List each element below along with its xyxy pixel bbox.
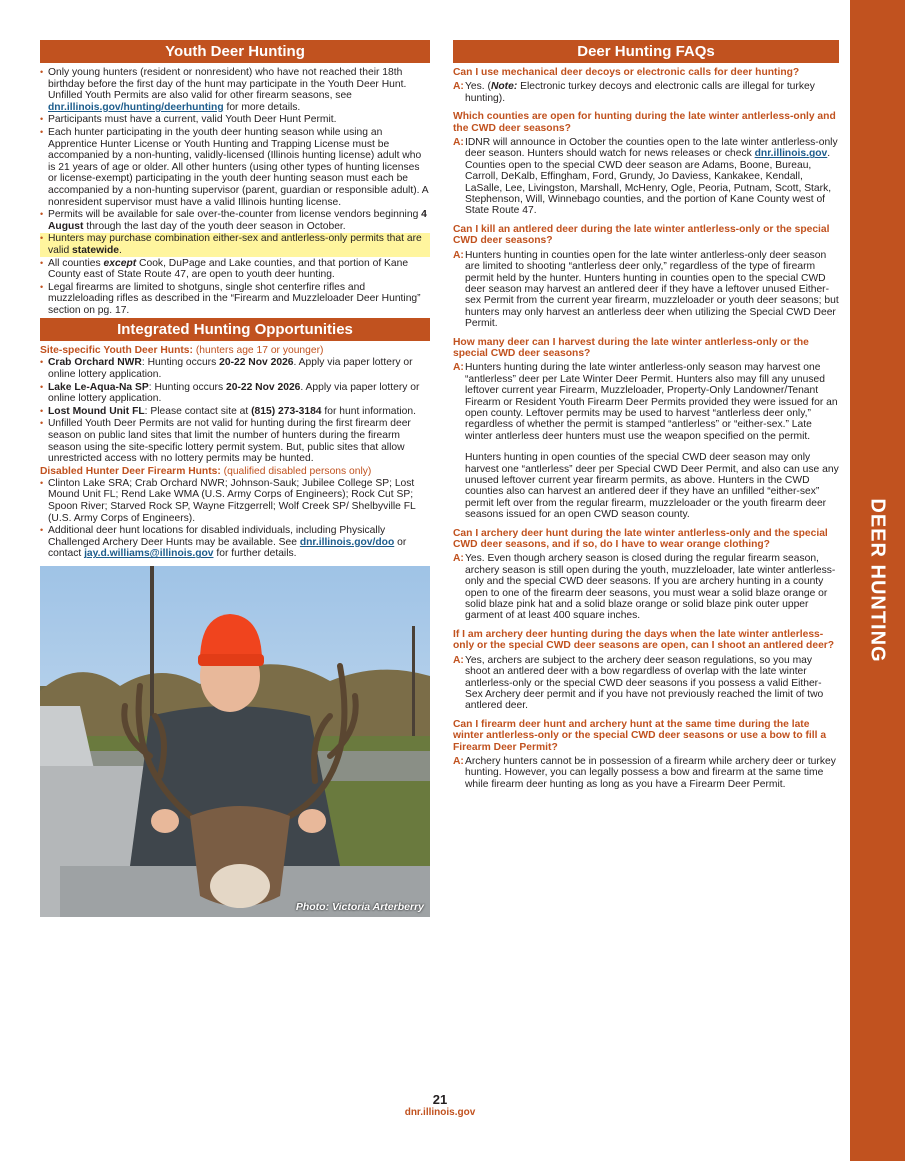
list-item: • Crab Orchard NWR: Hunting occurs 20-22 Nov 2026. Apply via paper lottery or online lottery application. bbox=[40, 357, 430, 380]
list-item: • Legal firearms are limited to shotguns, single shot centerfire rifles and muzzleloading rifles as described in the “Firearm and Muzzleloader Deer Hunting” section on pg. 17. bbox=[40, 282, 430, 317]
faq-item bbox=[453, 337, 839, 521]
faq-answer: A: IDNR will announce in October the counties open to the late winter antlerless-only deer season. Hunters should watch for news releases or check dnr.illinois.gov. Counties open to the special CWD deer season are Adams, Boone, Bureau, Carroll, DeKalb, Effingham, Ford, Grundy, Jo Daviess, Kankakee, Kendall, LaSalle, Lee, Livingston, Marshall, McHenry, Ogle, Peoria, Putnam, Scott, Stark, Stephenson, Will, Winnebago counties, and the portion of Kane County west of State Route 47. bbox=[453, 137, 838, 217]
faq-item bbox=[453, 528, 839, 622]
faq-answer: A: Archery hunters cannot be in possession of a firearm while archery deer or turkey hunting. However, you can legally possess a bow and firearm at the same time while firearm deer hunting as long as you have a Firearm Deer Permit. bbox=[453, 755, 836, 790]
left-column bbox=[40, 40, 430, 917]
faq-item bbox=[453, 67, 839, 104]
list-item: • Unfilled Youth Deer Permits are not valid for hunting during the first firearm deer season on public land sites that limit the number of hunters during the firearm season using the site-specific lottery permit system. But, public sites that allow unrestricted access with no lottery permits may be hunted. bbox=[40, 418, 430, 464]
site-specific-list bbox=[40, 357, 430, 464]
list-item: • Each hunter participating in the youth deer hunting season while using an Apprentice Hunter License or Youth Hunting and Trapping License must be accompanied by a non-hunting, validly-licensed (Illinois hunting license) adult who is 21 years of age or older. All other hunters (using other types of hunting licenses or license-exempt) participating in the youth deer hunting season must each be accompanied by a non-hunting supervisor (parent, guardian or responsible adult). A nonresident supervisor must have a valid Illinois hunting license. bbox=[40, 127, 430, 208]
faq-question: Can I use mechanical deer decoys or electronic calls for deer hunting? bbox=[453, 67, 800, 78]
disabled-hunter-subhead: Disabled Hunter Deer Firearm Hunts: (qualified disabled persons only) bbox=[40, 465, 372, 477]
page-footer bbox=[380, 1093, 500, 1119]
side-tab-label-wrap bbox=[850, 0, 905, 1161]
list-item: • Permits will be available for sale over-the-counter from license vendors beginning 4 August through the last day of the youth deer season in October. bbox=[40, 209, 430, 232]
side-tab bbox=[850, 0, 905, 1161]
doo-link[interactable]: dnr.illinois.gov/doo bbox=[299, 536, 395, 548]
deerhunting-link[interactable]: dnr.illinois.gov/hunting/deerhunting bbox=[48, 101, 224, 113]
side-tab-label: DEER HUNTING bbox=[867, 498, 890, 663]
site-specific-subhead: Site-specific Youth Deer Hunts: (hunters age 17 or younger) bbox=[40, 345, 324, 357]
list-item: • Lost Mound Unit FL: Please contact site at (815) 273-3184 for hunt information. bbox=[40, 406, 430, 418]
faq-question: Can I kill an antlered deer during the late winter antlerless-only or the special CWD deer seasons? bbox=[453, 223, 830, 247]
list-item: • Clinton Lake SRA; Crab Orchard NWR; Johnson-Sauk; Jubilee College SP; Lost Mound Unit FL; Rend Lake WMA (U.S. Army Corps of Engineers); Rock Cut SP; Spoon River; Starved Rock SP, Wayne Fitzgerrell; Wolf Creek SP/ Shelbyville FL (U.S. Army Corps of Engineers). bbox=[40, 478, 430, 524]
faq-answer: A: Hunters hunting during the late winter antlerless-only season may harvest one “antlerless” deer per Late Winter Deer Permit. Hunters also may fill any unused leftover current year Firearm, Muzzleloader, Property-Only Landowner/Tenant Firearm or Resident Youth Firearm Deer Permits provided they were issued for an open county. Leftover permits may be used to harvest “antlerless deer only,” regardless of whether the permit is stamped “antlerless” or “either-sex.” Late winter antlerless deer hunters must use the weapon specified on the permit. Hunters hunting in open counties of the special CWD deer season may only harvest one “antlerless” deer per Special CWD Deer Permit, and also can use any unused leftover current year firearm permits, as above. Hunters in the CWD counties also can harvest an antlered deer if they have an unfilled “either-sex” permit left over from the regular firearm, muzzleloader or the youth firearm deer seasons issued for an open CWD season county. bbox=[453, 362, 839, 521]
faq-answer: A: Yes. Even though archery season is closed during the regular firearm season, archery season is still open during the youth, muzzleloader, late winter antlerless-only and the special CWD deer seasons. If you are archery hunting in a county open to one of the firearm deer seasons, you must wear a solid blaze orange or solid blaze pink hat and a solid blaze orange or solid blaze pink outer upper garment of at least 400 square inches. bbox=[453, 553, 836, 622]
photo-credit: Photo: Victoria Arterberry bbox=[295, 900, 424, 913]
faq-item bbox=[453, 224, 839, 330]
faq-item bbox=[453, 111, 839, 217]
faq-answer: A: Yes. (Note: Electronic turkey decoys and electronic calls are illegal for turkey hunting). bbox=[453, 81, 815, 104]
footer-url[interactable]: dnr.illinois.gov bbox=[404, 1107, 476, 1118]
faq-question: If I am archery deer hunting during the days when the late winter antlerless-only or the special CWD deer seasons are open, can I shoot an antlered deer? bbox=[453, 628, 835, 652]
dnr-link[interactable]: dnr.illinois.gov bbox=[754, 148, 828, 160]
photo-illustration bbox=[40, 566, 430, 917]
youth-deer-hunting-list bbox=[40, 67, 430, 316]
right-column bbox=[453, 40, 839, 797]
faq-question: Can I archery deer hunt during the late winter antlerless-only and the special CWD deer seasons, and if so, do I have to wear orange clothing? bbox=[453, 527, 828, 551]
list-item: • Additional deer hunt locations for disabled individuals, including Physically Challenged Archery Deer Hunts may be available. See dnr.illinois.gov/doo or contact jay.d.williams@illinois.gov for further details. bbox=[40, 525, 430, 560]
faq-header: Deer Hunting FAQs bbox=[453, 40, 839, 63]
list-item: • Only young hunters (resident or nonresident) who have not reached their 18th birthday before the first day of the hunt may participate in the Youth Deer Hunt. Unfilled Youth Permits are also valid for other firearm seasons, see dnr.illinois.gov/hunting/deerhunting for more details. bbox=[40, 67, 430, 113]
faq-item bbox=[453, 629, 839, 712]
highlighted-list-item: • Hunters may purchase combination either-sex and antlerless-only permits that are valid statewide. bbox=[40, 233, 430, 256]
faq-question: Can I firearm deer hunt and archery hunt at the same time during the late winter antlerless-only or the special CWD deer seasons or use a bow to fill a Firearm Deer Permit? bbox=[453, 718, 827, 753]
list-item: • Participants must have a current, valid Youth Deer Hunt Permit. bbox=[40, 114, 430, 126]
integrated-hunting-header: Integrated Hunting Opportunities bbox=[40, 318, 430, 341]
list-item: • Lake Le-Aqua-Na SP: Hunting occurs 20-22 Nov 2026. Apply via paper lottery or online lottery application. bbox=[40, 382, 430, 405]
page-number: 21 bbox=[432, 1092, 448, 1107]
youth-deer-hunting-header: Youth Deer Hunting bbox=[40, 40, 430, 63]
faq-item bbox=[453, 719, 839, 790]
faq-answer: A: Hunters hunting in counties open for the late winter antlerless-only deer season are limited to shooting “antlerless deer only,” regardless of the type of firearm permit held by the hunter. Hunters hunting in counties open to the special CWD deer season may harvest an antlered deer if they have a leftover unused Either-sex Permit from the current year firearm, muzzleloader or youth deer seasons; but hunters may only harvest an antlerless deer when utilizing the Special CWD Deer Permit. bbox=[453, 249, 839, 330]
email-link[interactable]: jay.d.williams@illinois.gov bbox=[84, 548, 214, 560]
list-item: • All counties except Cook, DuPage and Lake counties, and that portion of Kane County east of State Route 47, are open to youth deer hunting. bbox=[40, 258, 430, 281]
faq-question: Which counties are open for hunting during the late winter antlerless-only and the CWD deer seasons? bbox=[453, 111, 836, 134]
faq-answer: A: Yes, archers are subject to the archery deer season regulations, so you may shoot an antlered deer with a bow regardless of overlap with the late winter antlerless-only or the special CWD deer seasons if you possess a valid Either-Sex Archery deer permit and if you have not previously reached the limit of two antlered deer. bbox=[453, 654, 824, 712]
disabled-hunter-list bbox=[40, 478, 430, 560]
youth-hunter-photo bbox=[40, 566, 430, 917]
faq-question: How many deer can I harvest during the late winter antlerless-only or the special CWD deer seasons? bbox=[453, 336, 809, 359]
